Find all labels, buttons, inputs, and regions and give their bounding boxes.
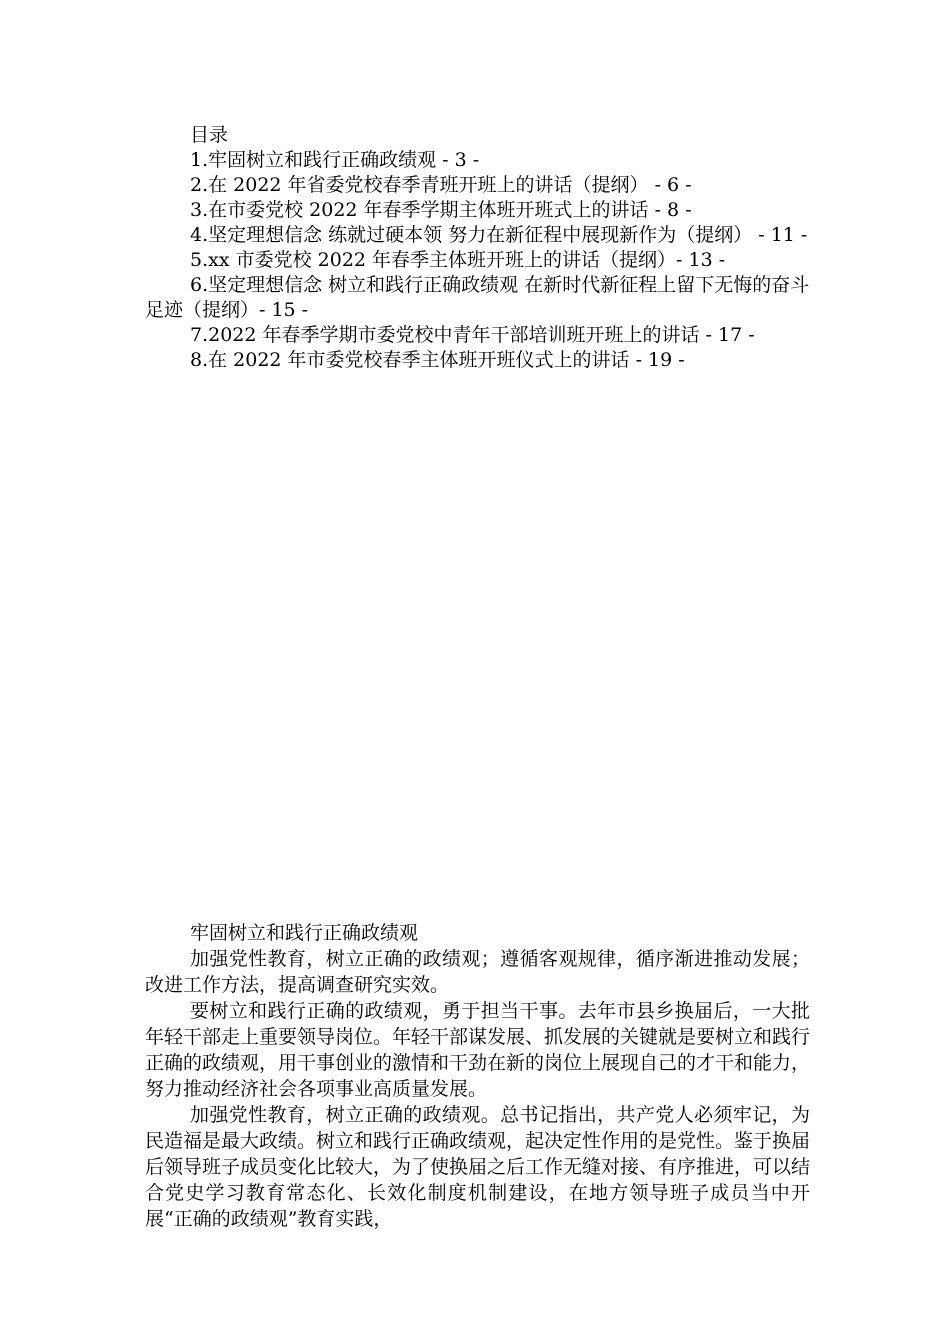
toc-entry-1[interactable]: 1.牢固树立和践行正确政绩观 - 3 - — [190, 149, 480, 171]
toc-entry-6[interactable]: 6.坚定理想信念 树立和践行正确政绩观 在新时代新征程上留下无悔的奋斗足迹（提纲）- 15 - — [145, 274, 810, 321]
toc-entry-3[interactable]: 3.在市委党校 2022 年春季学期主体班开班式上的讲话 - 8 - — [190, 199, 692, 221]
toc-entry-8[interactable]: 8.在 2022 年市委党校春季主体班开班仪式上的讲话 - 19 - — [190, 349, 685, 371]
toc-entry-2[interactable]: 2.在 2022 年省委党校春季青班开班上的讲话（提纲） - 6 - — [190, 174, 692, 196]
toc-entry-5[interactable]: 5.xx 市委党校 2022 年春季主体班开班上的讲话（提纲）- 13 - — [190, 249, 726, 271]
table-of-contents — [145, 123, 810, 373]
article-title: 牢固树立和践行正确政绩观 — [190, 922, 419, 944]
article-body — [145, 920, 810, 1232]
article-paragraph-1: 加强党性教育，树立正确的政绩观；遵循客观规律，循序渐进推动发展；改进工作方法，提高调查研究实效。 — [145, 948, 810, 996]
article-paragraph-3: 加强党性教育，树立正确的政绩观。总书记指出，共产党人必须牢记，为民造福是最大政绩。树立和践行正确政绩观，起决定性作用的是党性。鉴于换届后领导班子成员变化比较大，为了使换届之后工作无缝对接、有序推进，可以结合党史学习教育常态化、长效化制度机制建设，在地方领导班子成员当中开展“正确的政绩观”教育实践， — [145, 1104, 811, 1230]
toc-entry-4[interactable]: 4.坚定理想信念 练就过硬本领 努力在新征程中展现新作为（提纲） - 11 - — [190, 224, 808, 246]
article-paragraph-2: 要树立和践行正确的政绩观，勇于担当干事。去年市县乡换届后，一大批年轻干部走上重要领导岗位。年轻干部谋发展、抓发展的关键就是要树立和践行正确的政绩观，用干事创业的激情和干劲在新的岗位上展现自己的才干和能力，努力推动经济社会各项事业高质量发展。 — [145, 1000, 811, 1100]
toc-entry-7[interactable]: 7.2022 年春季学期市委党校中青年干部培训班开班上的讲话 - 17 - — [190, 324, 755, 346]
toc-title: 目录 — [190, 124, 229, 146]
